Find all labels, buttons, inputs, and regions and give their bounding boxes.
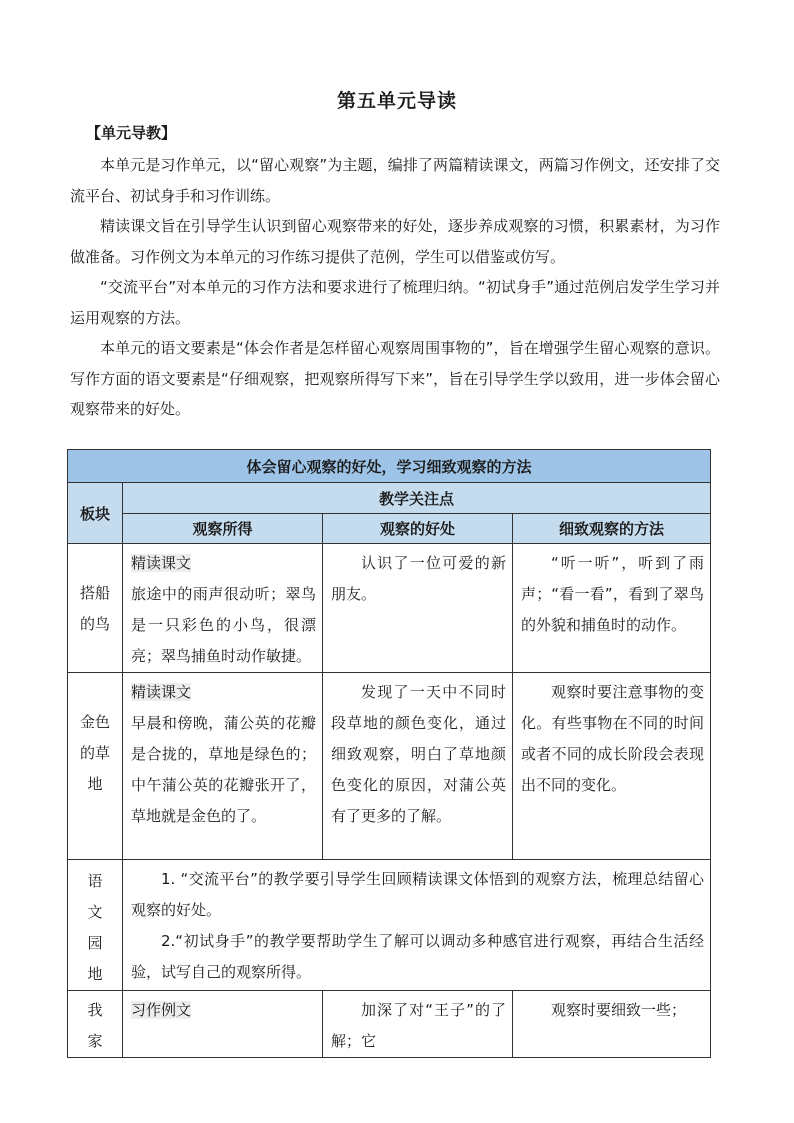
gains-text: 旅途中的雨声很动听；翠鸟是一只彩色的小鸟，很漂亮；翠鸟捕鱼时动作敏捷。 xyxy=(131,585,316,665)
type-tag: 精读课文 xyxy=(131,554,192,572)
column-header: 观察所得 xyxy=(123,514,323,544)
yuwen-item: 2.“初试身手”的教学要帮助学生了解可以调动多种感官进行观察，再结合生活经验，试写自己的观察所得。 xyxy=(131,932,705,981)
row-label: 我家 xyxy=(68,991,123,1058)
type-tag: 精读课文 xyxy=(131,683,192,701)
paragraph: 本单元是习作单元，以“留心观察”为主题，编排了两篇精读课文，两篇习作例文，还安排了交流平台、初试身手和习作训练。 xyxy=(70,156,720,205)
intro-paragraphs xyxy=(70,150,720,425)
paragraph: “交流平台”对本单元的习作方法和要求进行了梳理归纳。“初试身手”通过范例启发学生学习并运用观察的方法。 xyxy=(70,278,720,327)
paragraph: 本单元的语文要素是“体会作者是怎样留心观察周围事物的”，旨在增强学生留心观察的意识。写作方面的语文要素是“仔细观察，把观察所得写下来”，旨在引导学生学以致用，进一步体会留心观察带来的好处。 xyxy=(70,339,720,418)
method-cell: “听一听”，听到了雨声；“看一看”，看到了翠鸟的外貌和捕鱼时的动作。 xyxy=(513,544,711,673)
method-cell: 观察时要细致一些； xyxy=(513,991,711,1058)
row-label: 搭船的鸟 xyxy=(68,544,123,673)
column-header: 细致观察的方法 xyxy=(513,514,711,544)
page-title: 第五单元导读 xyxy=(336,90,457,112)
column-block-header: 板块 xyxy=(68,483,123,544)
row-label: 语文园地 xyxy=(68,860,123,991)
type-tag: 习作例文 xyxy=(131,1001,192,1019)
paragraph: 精读课文旨在引导学生认识到留心观察带来的好处，逐步养成观察的习惯，积累素材，为习作做准备。习作例文为本单元的习作练习提供了范例，学生可以借鉴或仿写。 xyxy=(70,217,720,266)
row-label: 金色的草地 xyxy=(68,673,123,860)
yuwen-item: 1. “交流平台”的教学要引导学生回顾精读课文体悟到的观察方法，梳理总结留心观察的好处。 xyxy=(131,870,705,919)
benefit-cell: 认识了一位可爱的新朋友。 xyxy=(323,544,513,673)
section-label: 【单元导教】 xyxy=(86,124,177,142)
table-row xyxy=(68,544,711,673)
gains-cell xyxy=(123,673,323,860)
lesson-table xyxy=(67,449,711,1058)
gains-text: 早晨和傍晚，蒲公英的花瓣是合拢的，草地是绿色的；中午蒲公英的花瓣张开了，草地就是金色的了。 xyxy=(131,714,316,825)
yuwen-cell xyxy=(123,860,711,991)
table-row xyxy=(68,860,711,991)
method-cell: 观察时要注意事物的变化。有些事物在不同的时间或者不同的成长阶段会表现出不同的变化。 xyxy=(513,673,711,860)
benefit-cell: 发现了一天中不同时段草地的颜色变化，通过细致观察，明白了草地颜色变化的原因，对蒲公英有了更多的了解。 xyxy=(323,673,513,860)
table-row xyxy=(68,673,711,860)
table-row xyxy=(68,991,711,1058)
column-header: 观察的好处 xyxy=(323,514,513,544)
gains-cell xyxy=(123,544,323,673)
benefit-cell: 加深了对“王子”的了解；它 xyxy=(323,991,513,1058)
gains-cell xyxy=(123,991,323,1058)
table-banner: 体会留心观察的好处，学习细致观察的方法 xyxy=(68,450,711,483)
column-group-header: 教学关注点 xyxy=(123,483,711,514)
